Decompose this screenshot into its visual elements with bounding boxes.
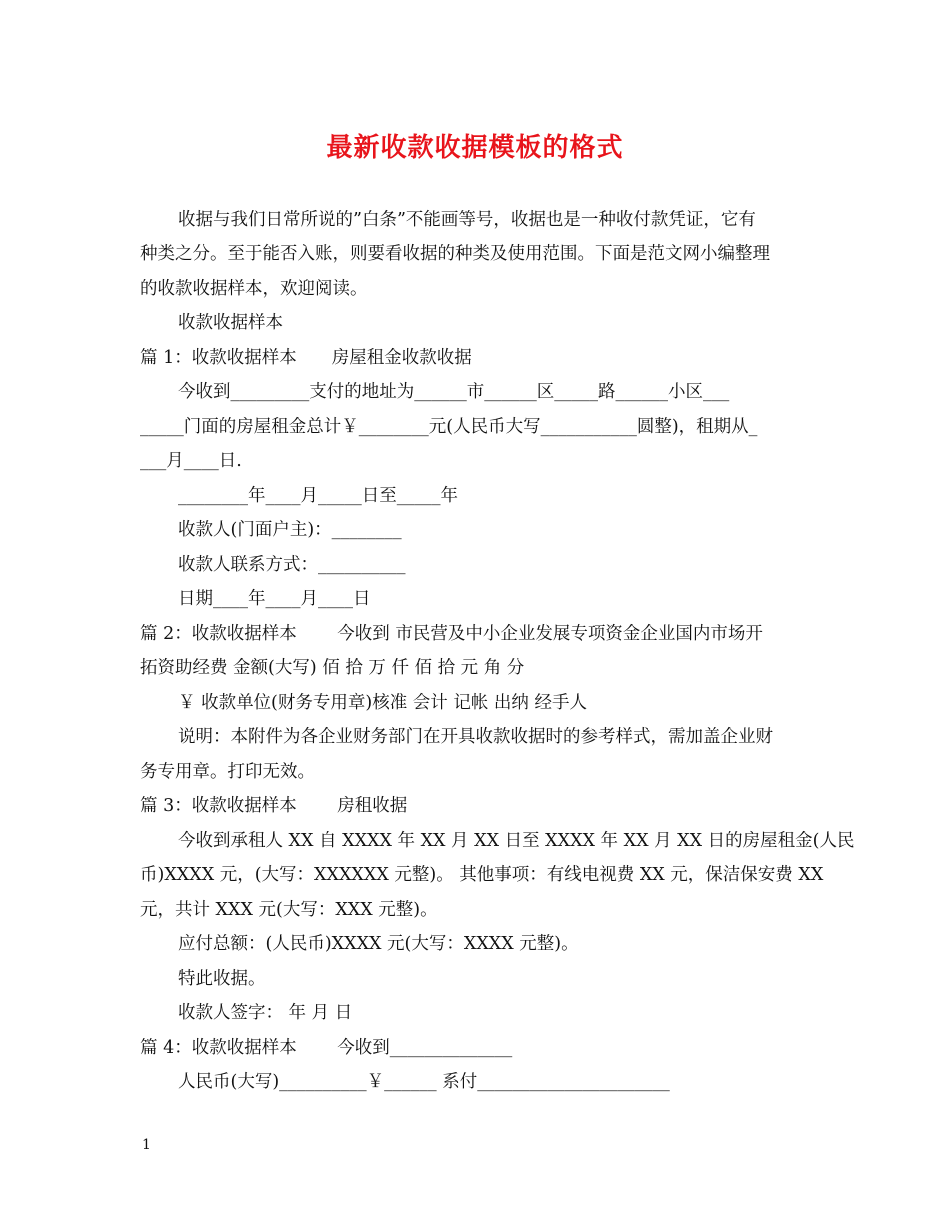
section-heading: 篇 3：收款收据样本 房租收据 <box>140 796 408 816</box>
paragraph-line: ___月____日. <box>140 451 242 471</box>
paragraph-line: 应付总额：(人民币)XXXX 元(大写：XXXX 元整)。 <box>178 934 579 954</box>
paragraph-line: 特此收据。 <box>178 969 266 989</box>
section-heading: 篇 2：收款收据样本 今收到 市民营及中小企业发展专项资金企业国内市场开 <box>140 624 763 644</box>
paragraph-line: 种类之分。至于能否入账，则要看收据的种类及使用范围。下面是范文网小编整理 <box>140 244 770 264</box>
paragraph-line: 人民币(大写)__________￥______ 系付______________________ <box>178 1072 670 1092</box>
paragraph-line: 说明：本附件为各企业财务部门在开具收款收据时的参考样式，需加盖企业财 <box>178 727 773 747</box>
paragraph-line: 务专用章。打印无效。 <box>140 762 315 782</box>
section-heading: 篇 4：收款收据样本 今收到______________ <box>140 1038 513 1058</box>
paragraph-line: 收款人联系方式：__________ <box>178 555 406 575</box>
paragraph-line: 元，共计 XXX 元(大写：XXX 元整)。 <box>140 900 438 920</box>
paragraph-line: 收款人(门面户主)：________ <box>178 520 402 540</box>
paragraph-line: 日期____年____月____日 <box>178 589 371 609</box>
paragraph-line: 币)XXXX 元，(大写：XXXXXX 元整)。 其他事项：有线电视费 XX 元，保洁保安费 XX <box>140 865 824 885</box>
paragraph-line: 拓资助经费 金额(大写) 佰 拾 万 仟 佰 拾 元 角 分 <box>140 658 525 678</box>
paragraph-line: ￥ 收款单位(财务专用章)核准 会计 记帐 出纳 经手人 <box>178 693 587 713</box>
paragraph-line: 的收款收据样本，欢迎阅读。 <box>140 279 368 299</box>
section-heading: 收款收据样本 <box>178 313 283 333</box>
section-heading: 篇 1：收款收据样本 房屋租金收款收据 <box>140 348 472 368</box>
paragraph-line: ________年____月_____日至_____年 <box>178 486 458 506</box>
document-title: 最新收款收据模板的格式 <box>326 133 624 163</box>
paragraph-line: 收据与我们日常所说的”白条”不能画等号，收据也是一种收付款凭证，它有 <box>178 210 756 230</box>
page-number: 1 <box>142 1137 151 1153</box>
paragraph-line: 今收到_________支付的地址为______市______区_____路______小区___ <box>178 382 730 402</box>
paragraph-line: _____门面的房屋租金总计￥________元(人民币大写___________圆整)，租期从_ <box>140 417 758 437</box>
paragraph-line: 今收到承租人 XX 自 XXXX 年 XX 月 XX 日至 XXXX 年 XX 月 XX 日的房屋租金(人民 <box>178 831 855 851</box>
paragraph-line: 收款人签字： 年 月 日 <box>178 1003 353 1023</box>
